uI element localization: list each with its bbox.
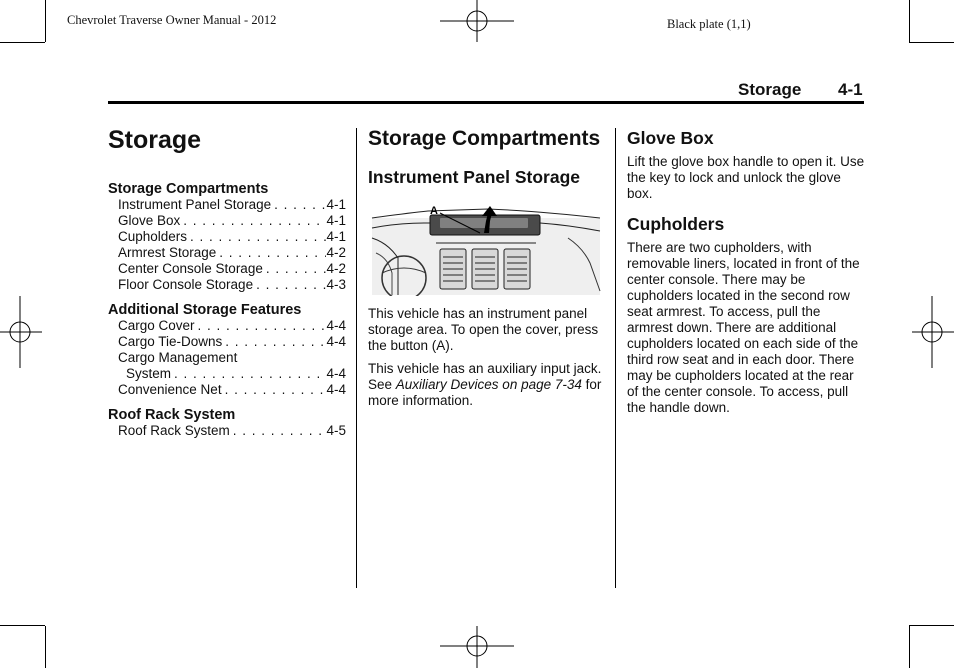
glove-cupholder-column xyxy=(627,126,867,416)
crop-mark xyxy=(909,626,910,668)
toc-entry[interactable] xyxy=(108,245,346,261)
toc-entry-label: Cargo Cover xyxy=(118,318,195,333)
leader-dots xyxy=(187,229,326,245)
crop-mark xyxy=(0,625,45,626)
crop-mark xyxy=(909,42,954,43)
chapter-title: Storage xyxy=(108,126,202,154)
column-divider xyxy=(615,128,616,588)
toc-entry-page: 4-4 xyxy=(326,318,346,333)
running-head-page: 4-1 xyxy=(838,80,863,99)
toc-entry-label: Instrument Panel Storage xyxy=(118,197,272,212)
registration-mark-right xyxy=(912,296,954,368)
paragraph-text: This vehicle has an auxiliary input jack. See xyxy=(368,361,602,392)
crop-mark xyxy=(909,0,910,42)
registration-mark-bottom xyxy=(440,626,514,668)
toc-entry-label: Armrest Storage xyxy=(118,245,217,260)
toc-group xyxy=(108,302,346,398)
section-heading-cupholders: Cupholders xyxy=(627,214,725,234)
print-header-title: Chevrolet Traverse Owner Manual - 2012 xyxy=(67,13,277,27)
toc-entry[interactable] xyxy=(108,350,346,366)
toc-heading: Roof Rack System xyxy=(108,407,236,423)
toc-entry[interactable] xyxy=(108,277,346,293)
toc-entry[interactable] xyxy=(108,334,346,350)
header-rule xyxy=(108,101,864,104)
cross-reference-link[interactable]: Auxiliary Devices on page 7-34 xyxy=(395,377,582,392)
toc-entry[interactable] xyxy=(108,229,346,245)
subsection-heading: Instrument Panel Storage xyxy=(368,167,580,187)
toc-heading: Storage Compartments xyxy=(108,181,269,197)
toc-heading: Additional Storage Features xyxy=(108,302,302,318)
toc-entry[interactable] xyxy=(108,261,346,277)
instrument-panel-figure xyxy=(368,203,601,296)
leader-dots xyxy=(222,334,326,350)
toc-entry-page: 4-4 xyxy=(326,366,346,381)
toc-entry-label: Floor Console Storage xyxy=(118,277,254,292)
toc-entry-page: 4-1 xyxy=(326,213,346,228)
toc-entry[interactable] xyxy=(108,318,346,334)
leader-dots xyxy=(195,318,327,334)
toc-entry-label: System xyxy=(126,366,172,381)
figure-callout: A xyxy=(430,205,438,217)
leader-dots xyxy=(171,366,326,382)
leader-dots xyxy=(216,245,326,261)
toc-entry-page: 4-2 xyxy=(326,245,346,260)
toc-group xyxy=(108,181,346,293)
registration-mark-top xyxy=(440,0,514,42)
registration-mark-left xyxy=(0,296,42,368)
crop-mark xyxy=(909,625,954,626)
toc-entry[interactable] xyxy=(108,423,346,439)
paragraph: There are two cupholders, with removable liners, located in front of the center console. There may be cupholders located in the second row seat armrest. To access, pull the armrest down. There are additional cupholders located on each side of the third row seat and in each door. There may be cupholders located at the rear of the center console. To access, pull the handle down. xyxy=(627,240,860,415)
toc-entry-page: 4-4 xyxy=(326,382,346,397)
print-header-plate: Black plate (1,1) xyxy=(667,17,751,31)
crop-mark xyxy=(45,626,46,668)
leader-dots xyxy=(230,423,327,439)
toc-entry[interactable] xyxy=(108,382,346,398)
running-head-section: Storage xyxy=(738,80,802,99)
crop-mark xyxy=(0,42,45,43)
column-divider xyxy=(356,128,357,588)
leader-dots xyxy=(180,213,326,229)
crop-mark xyxy=(45,0,46,42)
paragraph xyxy=(368,361,602,409)
toc-entry-page: 4-3 xyxy=(326,277,346,292)
toc-entry-label: Convenience Net xyxy=(118,382,222,397)
toc-entry[interactable] xyxy=(108,366,346,382)
toc-group xyxy=(108,407,346,439)
toc-entry-label: Cargo Tie-Downs xyxy=(118,334,223,349)
paragraph: This vehicle has an instrument panel storage area. To open the cover, press the button (A). xyxy=(368,306,599,353)
toc-entry-page: 4-5 xyxy=(326,423,346,438)
leader-dots xyxy=(263,261,327,277)
toc-entry-label: Glove Box xyxy=(118,213,181,228)
toc-entry[interactable] xyxy=(108,213,346,229)
toc-entry[interactable] xyxy=(108,197,346,213)
leader-dots xyxy=(253,277,326,293)
toc-entry-page: 4-1 xyxy=(326,229,346,244)
paragraph-text: for more information. xyxy=(368,377,602,408)
section-title: Storage Compartments xyxy=(368,127,601,150)
instrument-panel-illustration xyxy=(368,203,601,296)
toc-entry-page: 4-2 xyxy=(326,261,346,276)
toc-entry-page: 4-1 xyxy=(326,197,346,212)
toc-entry-label: Center Console Storage xyxy=(118,261,263,276)
section-heading-glove-box: Glove Box xyxy=(627,128,714,148)
toc-entry-page: 4-4 xyxy=(326,334,346,349)
leader-dots xyxy=(222,382,327,398)
paragraph: Lift the glove box handle to open it. Use the key to lock and unlock the glove box. xyxy=(627,154,865,201)
toc-entry-label: Cupholders xyxy=(118,229,188,244)
toc-column xyxy=(108,126,346,439)
leader-dots xyxy=(271,197,326,213)
toc-entry-label: Roof Rack System xyxy=(118,423,230,438)
storage-compartments-column xyxy=(368,126,602,409)
toc-entry-label: Cargo Management xyxy=(118,350,238,365)
